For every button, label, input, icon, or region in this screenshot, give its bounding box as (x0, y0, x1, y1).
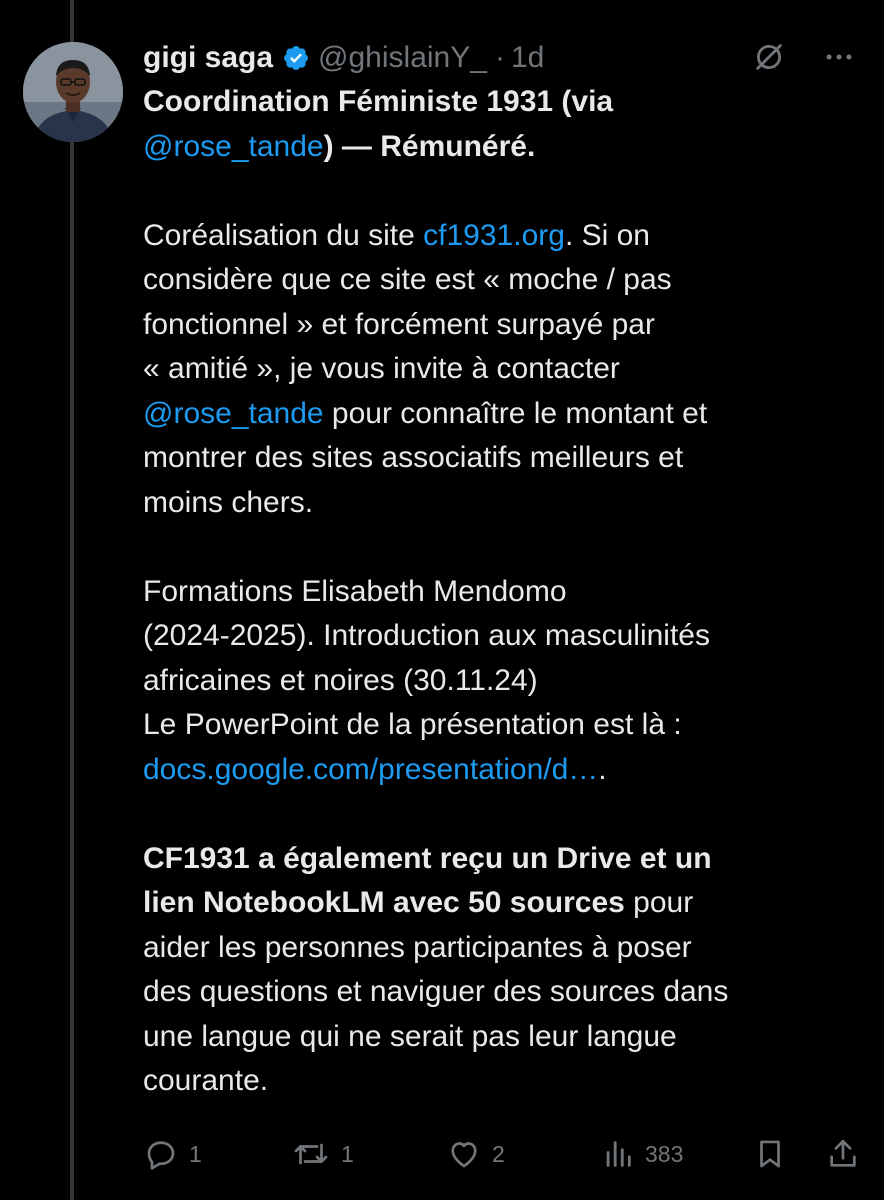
mention-link[interactable]: @rose_tande (143, 396, 324, 430)
tweet-line: CF1931 a également reçu un Drive et un (143, 841, 712, 875)
url-link[interactable]: cf1931.org (423, 218, 565, 252)
tweet-line: une langue qui ne serait pas leur langue (143, 1019, 677, 1053)
tweet-line: fonctionnel » et forcément surpayé par (143, 307, 655, 341)
tweet-text-bold: lien NotebookLM avec 50 sources (143, 886, 625, 919)
tweet-line (143, 748, 853, 793)
tweet-line: courante. (143, 1064, 269, 1097)
repost-count: 1 (341, 1140, 354, 1167)
grok-icon[interactable] (752, 40, 786, 79)
tweet-line: « amitié », je vous invite à contacter (143, 352, 620, 385)
timestamp[interactable]: 1d (510, 41, 545, 74)
separator-dot: · (494, 41, 505, 74)
tweet-line: africaines et noires (30.11.24) (143, 663, 538, 697)
tweet-line: Le PowerPoint de la présentation est là : (143, 708, 682, 741)
author-handle[interactable]: @ghislainY_ (318, 41, 487, 74)
tweet-line: moins chers. (143, 485, 314, 519)
like-icon (446, 1136, 482, 1172)
tweet-body (143, 80, 853, 1104)
verified-badge-icon (282, 44, 310, 72)
views-button[interactable] (601, 1136, 683, 1172)
avatar-image (23, 42, 123, 142)
repost-button[interactable] (291, 1136, 354, 1172)
share-button[interactable] (826, 1136, 860, 1172)
tweet-line (143, 125, 853, 170)
views-icon (601, 1136, 635, 1172)
tweet-line: (2024-2025). Introduction aux masculinités (143, 619, 710, 652)
tweet-text: pour (624, 886, 694, 919)
tweet-line: Formations Elisabeth Mendomo (143, 574, 567, 608)
tweet-line (143, 881, 853, 926)
tweet-line (143, 214, 853, 259)
tweet-text: pour connaître le montant et (323, 396, 708, 430)
share-icon (826, 1136, 860, 1172)
more-icon[interactable] (822, 40, 856, 79)
repost-icon (291, 1136, 331, 1172)
bookmark-button[interactable] (753, 1136, 787, 1172)
tweet-line (143, 392, 853, 437)
like-count: 2 (492, 1140, 505, 1167)
tweet-text: . Si on (564, 218, 650, 252)
bookmark-icon (753, 1136, 787, 1172)
tweet-text: . (598, 752, 607, 786)
tweet-line: aider les personnes participantes à poser (143, 930, 692, 964)
tweet-line: des questions et naviguer des sources dans (143, 975, 729, 1008)
paragraph-gap (143, 525, 853, 570)
views-count: 383 (645, 1140, 684, 1167)
url-link[interactable]: docs.google.com/presentation/d… (143, 752, 599, 786)
mention-link[interactable]: @rose_tande (143, 129, 324, 163)
display-name[interactable]: gigi saga (143, 41, 274, 74)
reply-count: 1 (189, 1140, 202, 1167)
reply-button[interactable] (143, 1136, 202, 1172)
reply-icon (143, 1136, 179, 1172)
tweet-line: considère que ce site est « moche / pas (143, 263, 672, 296)
tweet-text-bold: ) — Rémunéré. (323, 129, 536, 163)
avatar[interactable] (23, 42, 123, 142)
tweet-text-bold: Coordination Féministe 1931 (via (143, 85, 614, 118)
tweet-actions-bar (143, 1136, 863, 1180)
header-actions (752, 40, 856, 79)
paragraph-gap (143, 792, 853, 837)
tweet-text: Coréalisation du site (143, 218, 424, 252)
paragraph-gap (143, 169, 853, 214)
tweet-line: montrer des sites associatifs meilleurs et (143, 441, 684, 474)
tweet-header (143, 38, 544, 78)
thread-connector-line (70, 0, 74, 1200)
like-button[interactable] (446, 1136, 505, 1172)
tweet-line (143, 80, 853, 125)
